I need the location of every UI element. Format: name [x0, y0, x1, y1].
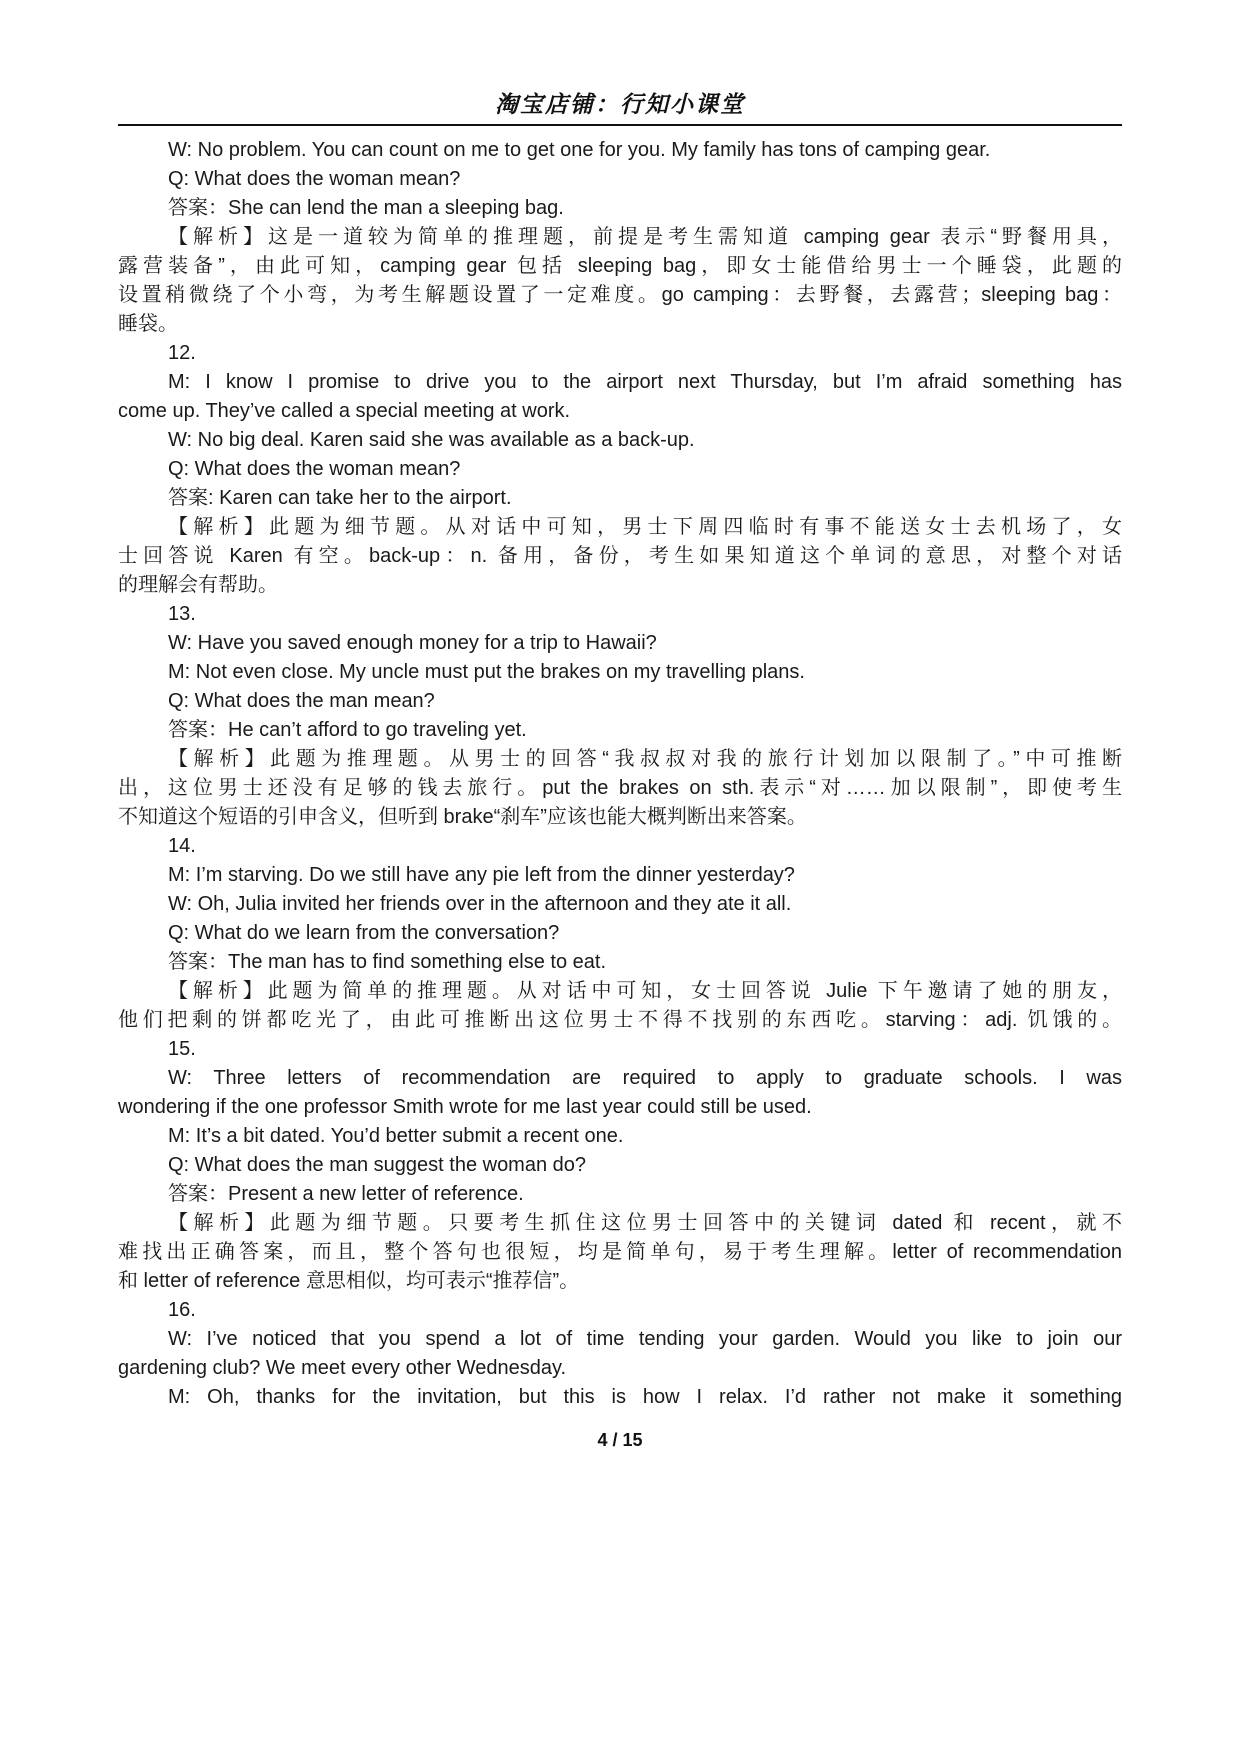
text-line: 不知道这个短语的引申含义，但听到 brake“刹车”应该也能大概判断出来答案。	[118, 806, 807, 828]
text-line: 答案：The man has to find something else to eat.	[168, 951, 606, 973]
header-rule	[118, 124, 1122, 126]
text-line: 【解析】这是一道较为简单的推理题，前提是考生需知道 camping gear 表示“野餐用具，	[168, 226, 1122, 248]
text-line: 12.	[168, 342, 196, 364]
text-line: 14.	[168, 835, 196, 857]
text-line: 答案：She can lend the man a sleeping bag.	[168, 197, 564, 219]
document-body	[118, 136, 1122, 1412]
text-line: 士回答说 Karen 有空。back-up：n. 备用，备份，考生如果知道这个单词的意思，对整个对话	[118, 545, 1122, 567]
text-line: 的理解会有帮助。	[118, 574, 278, 596]
text-line: M: Not even close. My uncle must put the brakes on my travelling plans.	[168, 661, 805, 683]
text-line: gardening club? We meet every other Wednesday.	[118, 1357, 567, 1379]
text-line: W: Oh, Julia invited her friends over in the afternoon and they ate it all.	[168, 893, 792, 915]
text-line: W: Have you saved enough money for a trip to Hawaii?	[168, 632, 657, 654]
text-line: Q: What do we learn from the conversation?	[168, 922, 560, 944]
text-line: 他们把剩的饼都吃光了，由此可推断出这位男士不得不找别的东西吃。starving：adj. 饥饿的。	[118, 1009, 1122, 1031]
text-line: Q: What does the man mean?	[168, 690, 435, 712]
text-line: 【解析】此题为推理题。从男士的回答“我叔叔对我的旅行计划加以限制了。”中可推断	[168, 748, 1122, 770]
text-line: M: I’m starving. Do we still have any pie left from the dinner yesterday?	[168, 864, 795, 886]
text-line: 答案: Karen can take her to the airport.	[168, 487, 512, 509]
text-line: W: Three letters of recommendation are required to apply to graduate schools. I was	[168, 1067, 1122, 1089]
page-number: 4 / 15	[597, 1430, 643, 1450]
text-line: W: No big deal. Karen said she was available as a back-up.	[168, 429, 695, 451]
text-line: 15.	[168, 1038, 196, 1060]
text-line: 和 letter of reference 意思相似，均可表示“推荐信”。	[118, 1270, 580, 1292]
text-line: Q: What does the woman mean?	[168, 458, 461, 480]
text-line: M: I know I promise to drive you to the airport next Thursday, but I’m afraid something has	[168, 371, 1122, 393]
text-line: wondering if the one professor Smith wrote for me last year could still be used.	[118, 1096, 812, 1118]
text-line: 【解析】此题为细节题。只要考生抓住这位男士回答中的关键词 dated 和 recent，就不	[168, 1212, 1122, 1234]
text-line: 答案：Present a new letter of reference.	[168, 1183, 524, 1205]
text-line: M: Oh, thanks for the invitation, but this is how I relax. I’d rather not make it something	[168, 1386, 1122, 1408]
text-line: 【解析】此题为细节题。从对话中可知，男士下周四临时有事不能送女士去机场了，女	[168, 516, 1122, 538]
text-line: Q: What does the man suggest the woman do?	[168, 1154, 587, 1176]
text-line: 13.	[168, 603, 196, 625]
text-line: 设置稍微绕了个小弯，为考生解题设置了一定难度。go camping：去野餐，去露营；sleeping bag：	[118, 284, 1122, 306]
text-line: 睡袋。	[118, 313, 178, 335]
page-header-title: 淘宝店铺：行知小课堂	[495, 91, 745, 117]
text-line: W: No problem. You can count on me to get one for you. My family has tons of camping gear.	[168, 139, 991, 161]
text-line: come up. They’ve called a special meeting at work.	[118, 400, 571, 422]
text-line: 出，这位男士还没有足够的钱去旅行。put the brakes on sth.表示“对……加以限制”，即使考生	[118, 777, 1122, 799]
text-line: Q: What does the woman mean?	[168, 168, 461, 190]
text-line: 露营装备”，由此可知，camping gear 包括 sleeping bag，即女士能借给男士一个睡袋，此题的	[118, 255, 1122, 277]
text-line: 16.	[168, 1299, 196, 1321]
text-line: M: It’s a bit dated. You’d better submit a recent one.	[168, 1125, 624, 1147]
text-line: 【解析】此题为简单的推理题。从对话中可知，女士回答说 Julie 下午邀请了她的朋友，	[168, 980, 1122, 1002]
text-line: W: I’ve noticed that you spend a lot of time tending your garden. Would you like to join our	[168, 1328, 1122, 1350]
text-line: 答案：He can’t afford to go traveling yet.	[168, 719, 527, 741]
text-line: 难找出正确答案，而且，整个答句也很短，均是简单句，易于考生理解。letter of recommendation	[118, 1241, 1122, 1263]
